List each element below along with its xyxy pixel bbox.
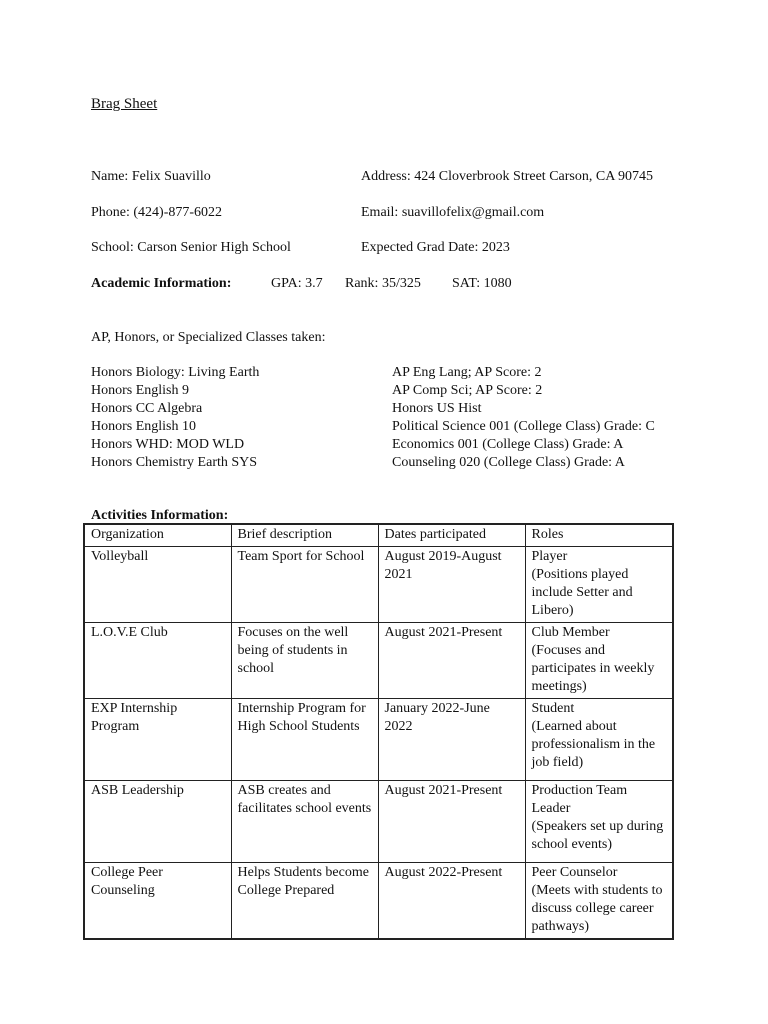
- table-cell: College Peer Counseling: [84, 863, 231, 940]
- table-cell: Internship Program for High School Students: [231, 699, 378, 781]
- table-header-row: [84, 524, 673, 547]
- table-cell: ASB creates and facilitates school events: [231, 781, 378, 863]
- table-cell: Peer Counselor (Meets with students to discuss college career pathways): [525, 863, 673, 940]
- class-item: Economics 001 (College Class) Grade: A: [392, 437, 624, 452]
- gpa-value: GPA: 3.7: [271, 276, 323, 291]
- table-cell: August 2021-Present: [378, 781, 525, 863]
- table-cell: Helps Students become College Prepared: [231, 863, 378, 940]
- class-item: AP Comp Sci; AP Score: 2: [392, 383, 543, 398]
- table-cell: Focuses on the well being of students in school: [231, 623, 378, 699]
- header-cell: Brief description: [231, 524, 378, 547]
- table-cell: Student (Learned about professionalism in the job field): [525, 699, 673, 781]
- table-row: [84, 623, 673, 699]
- classes-right-list: [392, 364, 655, 472]
- header-cell: Dates participated: [378, 524, 525, 547]
- classes-left-list: [91, 364, 259, 472]
- class-item: Honors WHD: MOD WLD: [91, 437, 245, 452]
- table-row: [84, 699, 673, 781]
- table-cell: August 2019-August 2021: [378, 547, 525, 623]
- class-item: Honors US Hist: [392, 401, 482, 416]
- table-cell: August 2021-Present: [378, 623, 525, 699]
- page-title: Brag Sheet: [91, 96, 158, 112]
- class-item: Political Science 001 (College Class) Grade: C: [392, 419, 655, 434]
- class-item: Honors Chemistry Earth SYS: [91, 455, 258, 470]
- rank-value: Rank: 35/325: [345, 276, 421, 291]
- table-row: [84, 781, 673, 863]
- academic-label: Academic Information:: [91, 276, 232, 291]
- school-field: School: Carson Senior High School: [91, 240, 291, 255]
- activities-table: [83, 523, 674, 940]
- table-cell: August 2022-Present: [378, 863, 525, 940]
- class-item: Honors Biology: Living Earth: [91, 365, 260, 380]
- class-item: Honors CC Algebra: [91, 401, 203, 416]
- table-row: [84, 863, 673, 940]
- table-cell: Production Team Leader (Speakers set up during school events): [525, 781, 673, 863]
- classes-heading: AP, Honors, or Specialized Classes taken:: [91, 330, 326, 345]
- activities-heading: Activities Information:: [91, 508, 229, 523]
- name-field: Name: Felix Suavillo: [91, 169, 211, 184]
- table-cell: L.O.V.E Club: [84, 623, 231, 699]
- table-cell: ASB Leadership: [84, 781, 231, 863]
- table-cell: January 2022-June 2022: [378, 699, 525, 781]
- table-cell: Club Member (Focuses and participates in weekly meetings): [525, 623, 673, 699]
- header-cell: Organization: [84, 524, 231, 547]
- email-field: Email: suavillofelix@gmail.com: [361, 205, 545, 220]
- header-cell: Roles: [525, 524, 673, 547]
- grad-date-field: Expected Grad Date: 2023: [361, 240, 510, 255]
- phone-field: Phone: (424)-877-6022: [91, 205, 223, 220]
- table-cell: Player (Positions played include Setter and Libero): [525, 547, 673, 623]
- class-item: Honors English 9: [91, 383, 189, 398]
- sat-value: SAT: 1080: [452, 276, 512, 291]
- table-cell: Volleyball: [84, 547, 231, 623]
- table-row: [84, 547, 673, 623]
- table-cell: Team Sport for School: [231, 547, 378, 623]
- table-cell: EXP Internship Program: [84, 699, 231, 781]
- address-field: Address: 424 Cloverbrook Street Carson, CA 90745: [361, 169, 654, 184]
- class-item: Counseling 020 (College Class) Grade: A: [392, 455, 625, 470]
- class-item: AP Eng Lang; AP Score: 2: [392, 365, 542, 380]
- class-item: Honors English 10: [91, 419, 196, 434]
